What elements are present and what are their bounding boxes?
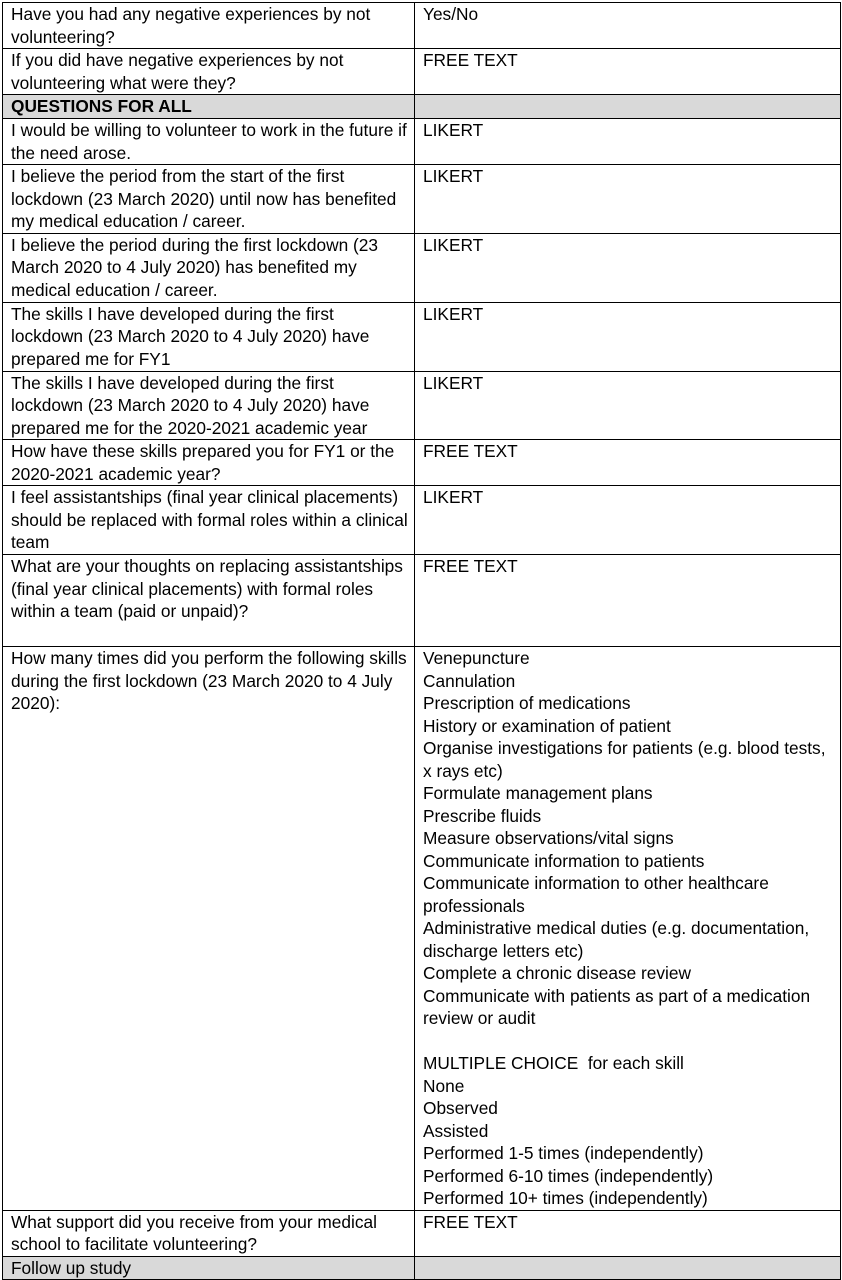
skill-item: Prescribe fluids xyxy=(423,805,542,826)
skill-item: Communicate information to other healthcare professionals xyxy=(423,873,769,916)
table-row xyxy=(3,555,841,647)
question-cell: What support did you receive from your medical school to facilitate volunteering? xyxy=(3,1210,415,1256)
question-cell: I feel assistantships (final year clinical placements) should be replaced with formal roles within a clinical team xyxy=(3,486,415,555)
blank-spacer xyxy=(423,1030,836,1053)
multiple-choice-heading: MULTIPLE CHOICE for each skill xyxy=(423,1053,684,1073)
skill-item: Administrative medical duties (e.g. documentation, discharge letters etc) xyxy=(423,918,810,961)
skill-item: Venepuncture xyxy=(423,648,530,668)
question-cell: I would be willing to volunteer to work in the future if the need arose. xyxy=(3,119,415,165)
multiple-choice-option: Observed xyxy=(423,1098,498,1118)
table-row xyxy=(3,165,841,234)
answer-type-cell: LIKERT xyxy=(415,165,841,234)
answer-type-cell: LIKERT xyxy=(415,233,841,302)
skill-item: Communicate with patients as part of a medication review or audit xyxy=(423,985,811,1028)
question-cell: The skills I have developed during the first lockdown (23 March 2020 to 4 July 2020) have prepared me for FY1 xyxy=(3,302,415,371)
survey-questions-table xyxy=(2,2,841,1280)
skill-item: Organise investigations for patients (e.g. blood tests, x rays etc) xyxy=(423,738,826,781)
question-cell: I believe the period during the first lockdown (23 March 2020 to 4 July 2020) has benefited my medical education / career. xyxy=(3,233,415,302)
section-header-empty-cell xyxy=(415,1256,841,1280)
section-header-empty-cell xyxy=(415,95,841,119)
table-row xyxy=(3,440,841,486)
multiple-choice-option: Performed 10+ times (independently) xyxy=(423,1188,708,1208)
answer-type-cell: LIKERT xyxy=(415,486,841,555)
section-header-row xyxy=(3,1256,841,1280)
answer-type-cell: LIKERT xyxy=(415,302,841,371)
answer-type-cell: FREE TEXT xyxy=(415,555,841,647)
section-header-label: Follow up study xyxy=(3,1256,415,1280)
multiple-choice-option: Performed 1-5 times (independently) xyxy=(423,1143,704,1163)
table-row xyxy=(3,1210,841,1256)
table-row xyxy=(3,3,841,49)
table-row xyxy=(3,371,841,440)
skill-item: Measure observations/vital signs xyxy=(423,828,674,848)
table-row xyxy=(3,302,841,371)
table-row xyxy=(3,486,841,555)
question-cell: What are your thoughts on replacing assistantships (final year clinical placements) with formal roles within a team (paid or unpaid)? xyxy=(3,555,415,647)
question-cell: How have these skills prepared you for FY1 or the 2020-2021 academic year? xyxy=(3,440,415,486)
table-row xyxy=(3,119,841,165)
skill-item: Formulate management plans xyxy=(423,783,653,803)
question-cell: I believe the period from the start of the first lockdown (23 March 2020) until now has benefited my medical education / career. xyxy=(3,165,415,234)
skill-item: Cannulation xyxy=(423,670,516,691)
section-header-row xyxy=(3,95,841,119)
multiple-choice-option: Assisted xyxy=(423,1120,489,1141)
table-row xyxy=(3,233,841,302)
multiple-choice-option: Performed 6-10 times (independently) xyxy=(423,1165,714,1186)
skill-item: Complete a chronic disease review xyxy=(423,963,691,983)
skill-item: History or examination of patient xyxy=(423,715,671,736)
skill-item: Communicate information to patients xyxy=(423,850,705,871)
answer-type-cell: FREE TEXT xyxy=(415,440,841,486)
answer-type-cell: LIKERT xyxy=(415,119,841,165)
skills-answer-cell xyxy=(415,647,841,1211)
question-cell: If you did have negative experiences by not volunteering what were they? xyxy=(3,49,415,95)
question-cell: The skills I have developed during the first lockdown (23 March 2020 to 4 July 2020) have prepared me for the 2020-2021 academic year xyxy=(3,371,415,440)
question-cell: Have you had any negative experiences by not volunteering? xyxy=(3,3,415,49)
answer-type-cell: LIKERT xyxy=(415,371,841,440)
answer-type-cell: Yes/No xyxy=(415,3,841,49)
multiple-choice-option: None xyxy=(423,1075,465,1096)
question-cell: How many times did you perform the following skills during the first lockdown (23 March 2020 to 4 July 2020): xyxy=(3,647,415,1211)
survey-table-body xyxy=(3,3,841,1280)
answer-type-cell: FREE TEXT xyxy=(415,49,841,95)
skill-item: Prescription of medications xyxy=(423,693,631,713)
table-row xyxy=(3,49,841,95)
answer-type-cell: FREE TEXT xyxy=(415,1210,841,1256)
skills-row xyxy=(3,647,841,1211)
section-header-label: QUESTIONS FOR ALL xyxy=(3,95,415,119)
